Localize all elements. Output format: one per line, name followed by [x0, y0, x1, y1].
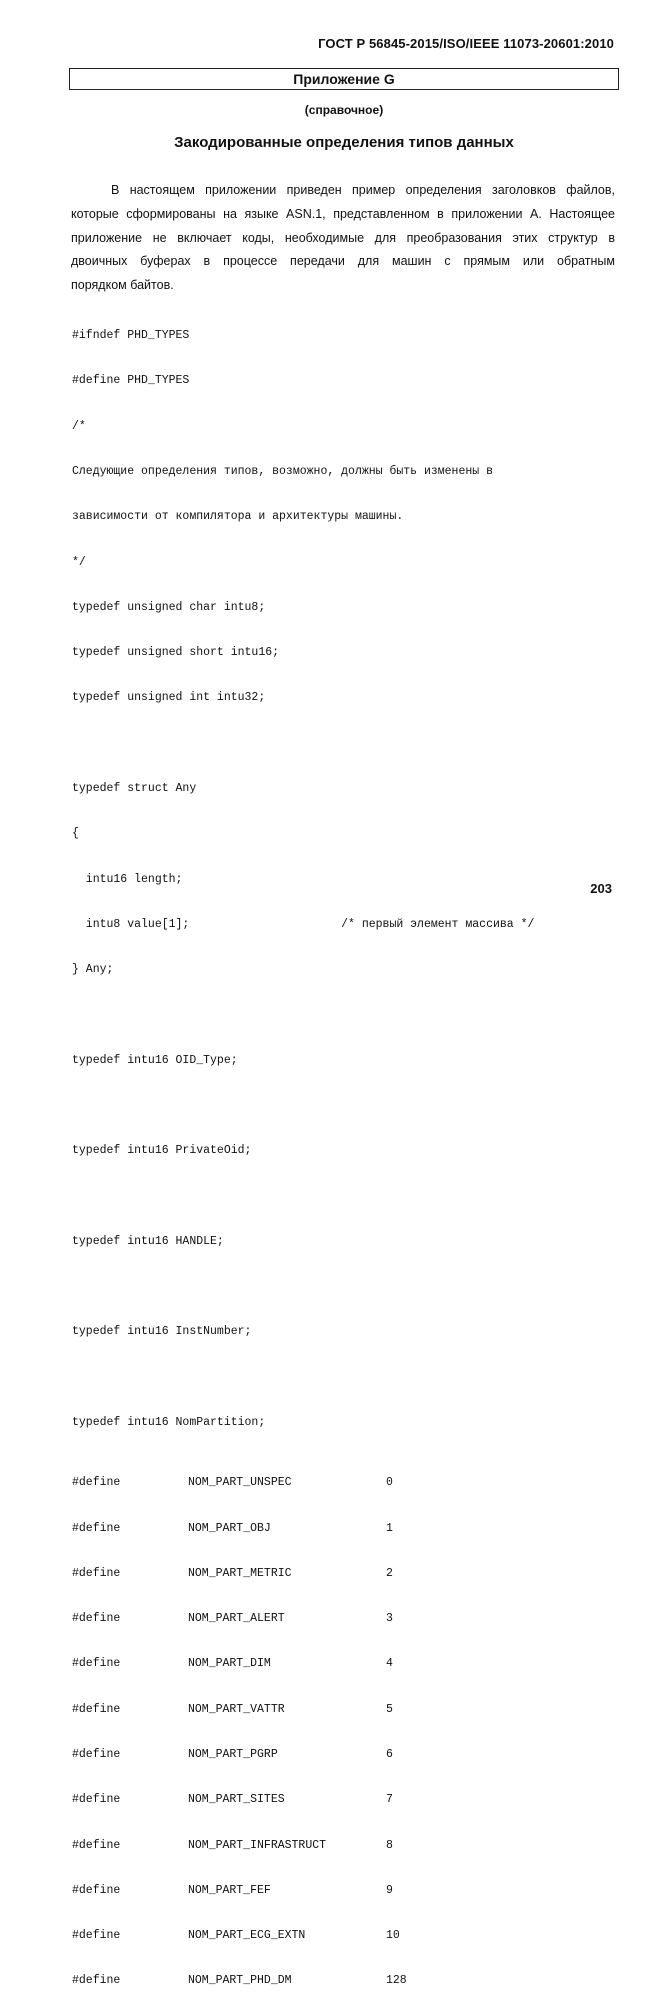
- define-row: [72, 1611, 534, 1626]
- define-row: [72, 1475, 534, 1490]
- appendix-title: Приложение G: [293, 71, 395, 87]
- page-number: 203: [590, 881, 612, 896]
- code-line: Следующие определения типов, возможно, должны быть изменены в: [72, 465, 493, 479]
- define-name: NOM_PART_ALERT: [188, 1612, 285, 1626]
- define-name: NOM_PART_ECG_EXTN: [188, 1929, 306, 1943]
- define-directive: #define: [72, 1793, 121, 1807]
- define-name: NOM_PART_PHD_DM: [188, 1974, 292, 1988]
- define-directive: #define: [72, 1521, 121, 1535]
- appendix-title-box: [69, 68, 619, 90]
- define-row: [72, 1838, 534, 1853]
- define-name: NOM_PART_DIM: [188, 1657, 271, 1671]
- define-directive: #define: [72, 1838, 121, 1852]
- define-directive: #define: [72, 1702, 121, 1716]
- define-row: [72, 1747, 534, 1762]
- code-line: {: [72, 827, 79, 841]
- define-directive: #define: [72, 1929, 121, 1943]
- define-name: NOM_PART_METRIC: [188, 1566, 292, 1580]
- define-name: NOM_PART_INFRASTRUCT: [188, 1838, 327, 1852]
- define-value: 10: [386, 1929, 400, 1943]
- define-value: 3: [386, 1612, 393, 1626]
- code-line: intu16 length;: [72, 872, 183, 886]
- code-line: intu8 value[1]; /* первый элемент массива */: [72, 917, 535, 931]
- code-line: typedef intu16 OID_Type;: [72, 1053, 238, 1067]
- code-line: /*: [72, 419, 86, 433]
- code-line: typedef intu16 PrivateOid;: [72, 1144, 252, 1158]
- define-value: 128: [386, 1974, 407, 1988]
- code-blank-line: [72, 1189, 534, 1204]
- define-value: 6: [386, 1748, 393, 1761]
- define-directive: #define: [72, 1566, 121, 1580]
- code-blank-line: [72, 1098, 534, 1113]
- code-listing: [72, 298, 534, 2004]
- define-row: [72, 1792, 534, 1807]
- define-name: NOM_PART_UNSPEC: [188, 1476, 292, 1490]
- define-row: [72, 1702, 534, 1717]
- define-value: 8: [386, 1838, 393, 1852]
- define-name: NOM_PART_VATTR: [188, 1702, 285, 1716]
- define-value: 9: [386, 1883, 393, 1897]
- intro-line: приложение не включает коды, необходимые для преобразования этих структур в: [71, 230, 615, 245]
- document-standard-header: ГОСТ Р 56845-2015/ISO/IEEE 11073-20601:2010: [318, 36, 614, 51]
- define-value: 0: [386, 1476, 393, 1490]
- define-directive: #define: [72, 1974, 121, 1988]
- define-name: NOM_PART_FEF: [188, 1883, 271, 1897]
- define-value: 1: [386, 1521, 393, 1535]
- define-row: [72, 1928, 534, 1943]
- code-line: */: [72, 555, 86, 569]
- define-row: [72, 1566, 534, 1581]
- define-value: 5: [386, 1702, 393, 1716]
- define-value: 7: [386, 1793, 393, 1807]
- define-row: [72, 1883, 534, 1898]
- code-line: typedef unsigned char intu8;: [72, 600, 266, 614]
- code-line: #ifndef PHD_TYPES: [72, 329, 190, 343]
- define-row: [72, 1973, 534, 1988]
- define-directive: #define: [72, 1748, 121, 1761]
- intro-line: В настоящем приложении приведен пример определения заголовков файлов,: [111, 183, 615, 197]
- code-line: typedef struct Any: [72, 782, 197, 795]
- define-directive: #define: [72, 1883, 121, 1897]
- intro-line: которые сформированы на языке ASN.1, представленном в приложении А. Настоящее: [71, 206, 615, 221]
- code-line: typedef unsigned int intu32;: [72, 691, 266, 705]
- code-line: зависимости от компилятора и архитектуры машины.: [72, 510, 404, 524]
- code-line: typedef intu16 NomPartition;: [72, 1415, 266, 1429]
- code-line: typedef unsigned short intu16;: [72, 646, 280, 660]
- code-blank-line: [72, 736, 534, 751]
- code-line: typedef intu16 HANDLE;: [72, 1234, 224, 1248]
- code-line: #define PHD_TYPES: [72, 374, 190, 388]
- code-line: } Any;: [72, 963, 114, 977]
- define-row: [72, 1521, 534, 1536]
- appendix-subtitle: (справочное): [304, 103, 384, 117]
- define-value: 2: [386, 1566, 393, 1580]
- code-blank-line: [72, 1279, 534, 1294]
- intro-line: двоичных буферах в процессе передачи для машин с прямым или обратным: [71, 254, 615, 269]
- define-value: 4: [386, 1657, 393, 1671]
- code-line: typedef intu16 InstNumber;: [72, 1325, 252, 1339]
- define-directive: #define: [72, 1476, 121, 1490]
- define-row: [72, 1656, 534, 1671]
- code-blank-line: [72, 1007, 534, 1022]
- code-blank-line: [72, 1370, 534, 1385]
- intro-line: порядком байтов.: [71, 278, 174, 293]
- define-name: NOM_PART_SITES: [188, 1793, 285, 1807]
- appendix-heading: Закодированные определения типов данных: [174, 134, 514, 151]
- define-name: NOM_PART_OBJ: [188, 1521, 271, 1535]
- define-directive: #define: [72, 1612, 121, 1626]
- intro-paragraph: [71, 179, 615, 298]
- define-name: NOM_PART_PGRP: [188, 1748, 278, 1761]
- define-directive: #define: [72, 1657, 121, 1671]
